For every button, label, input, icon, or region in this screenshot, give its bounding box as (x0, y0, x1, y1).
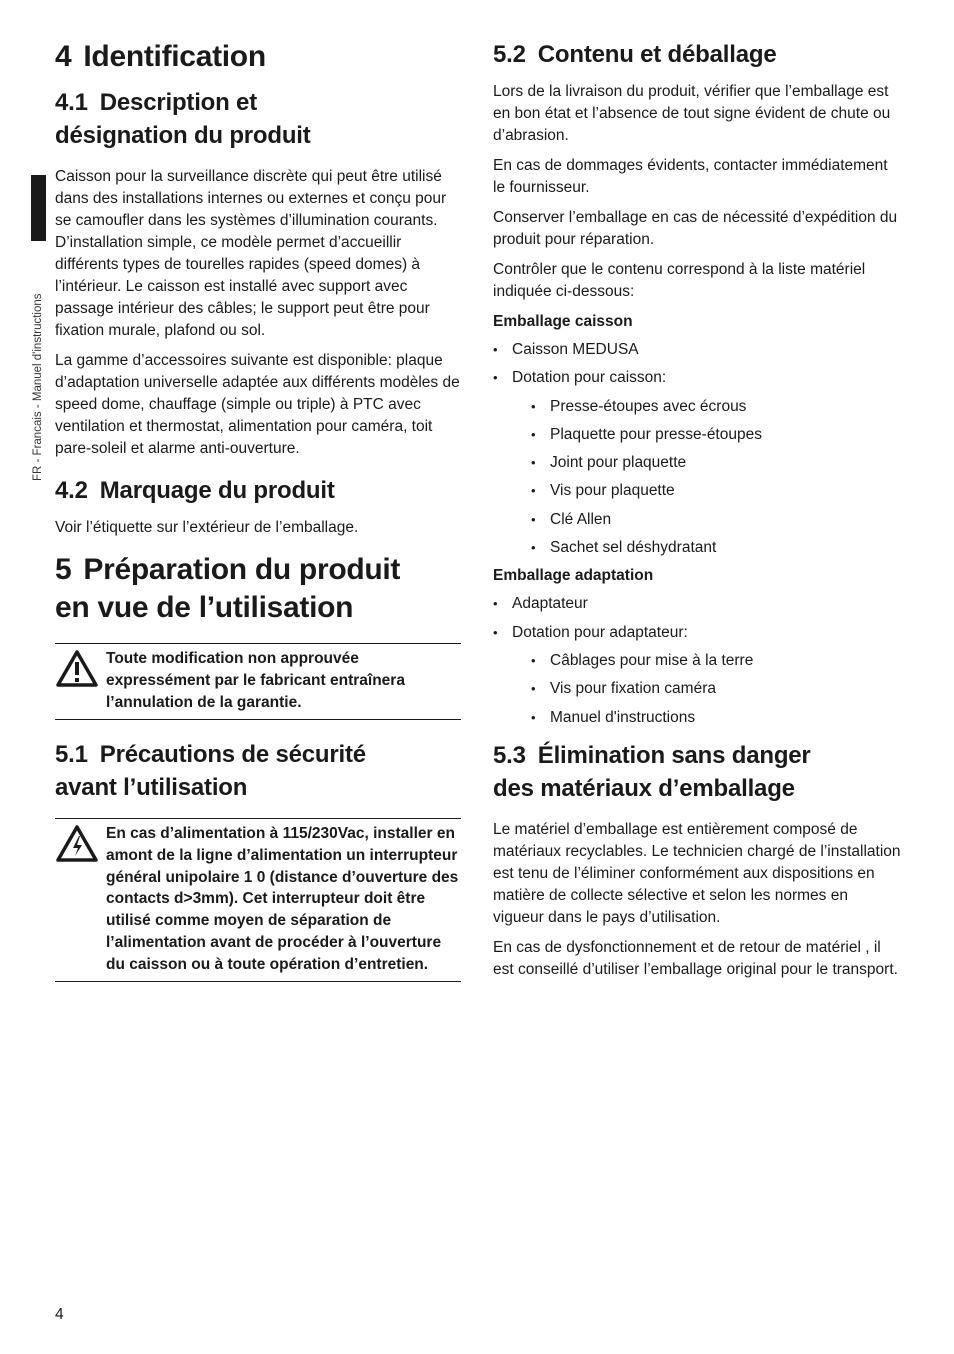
left-column (55, 38, 461, 996)
list-item: • Câblages pour mise à la terre (512, 650, 903, 672)
section-4-1-paragraph-1: Caisson pour la surveillance discrète qui peut être utilisé dans des installations internes ou externes et conçu pour se camoufler dans les systèmes d’illumination courants. D’installation simple, ce modèle permet d’accueillir différents types de tourelles rapides (speed domes) à l’intérieur. Le caisson est installé avec support avec passage intérieur des câbles; le support peut être pour fixation murale, plafond ou sol. (55, 168, 447, 339)
section-5-1-heading: 5.1 Précautions de sécurité avant l’utilisation (55, 740, 366, 801)
section-5-2-paragraph-4: Contrôler que le contenu correspond à la liste matériel indiquée ci-dessous: (493, 261, 866, 300)
section-4-1-paragraph-2: La gamme d’accessoires suivante est disponible: plaque d’adaptation universelle adaptée aux différents modèles de speed dome, chauffage (simple ou triple) à PTC avec ventilation et thermostat, alimentation pour caméra, toit pare-soleil et alarme anti-ouverture. (55, 352, 460, 457)
section-5-2-paragraph-1: Lors de la livraison du produit, vérifier que l’emballage est en bon état et l’absence de tout signe évident de chute ou d’abrasion. (493, 83, 891, 144)
side-tab-label: FR - Francais - Manuel d'instructions (32, 293, 44, 481)
list-item: • Vis pour fixation caméra (512, 678, 903, 700)
list-item: • Sachet sel déshydratant (512, 537, 903, 559)
section-5-3-heading: 5.3 Élimination sans danger des matériaux d’emballage (493, 741, 811, 802)
section-4-1-heading: 4.1 Description et désignation du produit (55, 89, 311, 149)
section-4-2-paragraph: Voir l’étiquette sur l’extérieur de l’emballage. (55, 519, 359, 536)
side-tab-marker (31, 175, 46, 241)
section-5-3-paragraph-2: En cas de dysfonctionnement et de retour de matériel , il est conseillé d’utiliser l’emballage original pour le transport. (493, 938, 898, 978)
section-5-2-paragraph-3: Conserver l’emballage en cas de nécessité d’expédition du produit pour réparation. (493, 209, 898, 248)
electrical-hazard-icon (56, 825, 98, 863)
electrical-warning-box (55, 818, 461, 982)
package-adapter-label: Emballage adaptation (493, 567, 654, 585)
warranty-warning-text: Toute modification non approuvée expressément par le fabricant entraînera l’annulation de la garantie. (106, 650, 405, 711)
section-5-heading: 5 Préparation du produit en vue de l’utilisation (55, 553, 401, 624)
list-item: • Caisson MEDUSA (493, 339, 903, 361)
package-housing-list (493, 339, 903, 559)
section-4-2-heading: 4.2 Marquage du produit (55, 477, 335, 504)
warranty-warning-box (55, 643, 461, 720)
page-number: 4 (55, 1306, 64, 1323)
list-item: • Clé Allen (512, 509, 903, 531)
list-item: • Dotation pour adaptateur: • Câblages pour mise à la terre • Vis pour fixation caméra • Manuel d'instructions (493, 622, 903, 729)
package-adapter-list (493, 593, 903, 728)
section-5-3-paragraph-1: Le matériel d’emballage est entièrement composé de matériaux recyclables. Le technicien chargé de l’installation est tenu de l’éliminer conformément aux dispositions en matière de collecte sélective et selon les normes en vigueur dans le pays d’utilisation. (493, 820, 901, 926)
warning-triangle-icon (56, 650, 98, 688)
adapter-accessories-list (512, 650, 903, 729)
list-item: • Manuel d'instructions (512, 707, 903, 729)
section-5-2-heading: 5.2 Contenu et déballage (493, 41, 777, 68)
section-5-2-paragraph-2: En cas de dommages évidents, contacter immédiatement le fournisseur. (493, 157, 888, 196)
right-column (493, 38, 903, 989)
list-item: • Presse-étoupes avec écrous (512, 396, 903, 418)
housing-accessories-list (512, 396, 903, 559)
package-housing-label: Emballage caisson (493, 313, 633, 330)
electrical-warning-text: En cas d’alimentation à 115/230Vac, installer en amont de la ligne d’alimentation un interrupteur général unipolaire 1 0 (distance d’ouverture des contacts d>3mm). Cet interrupteur doit être utilisé comme moyen de séparation de l’alimentation avant de procéder à l’ouverture du caisson ou à toute opération d’entretien. (106, 824, 459, 974)
list-item: • Plaquette pour presse-étoupes (512, 424, 903, 446)
list-item: • Vis pour plaquette (512, 480, 903, 502)
list-item: • Adaptateur (493, 593, 903, 615)
list-item: • Joint pour plaquette (512, 452, 903, 474)
list-item: • Dotation pour caisson: • Presse-étoupes avec écrous • Plaquette pour presse-étoupes • Joint pour plaquette • Vis pour plaquette • Clé Allen • Sachet sel déshydratant (493, 367, 903, 559)
section-4-heading: 4 Identification (55, 40, 266, 73)
